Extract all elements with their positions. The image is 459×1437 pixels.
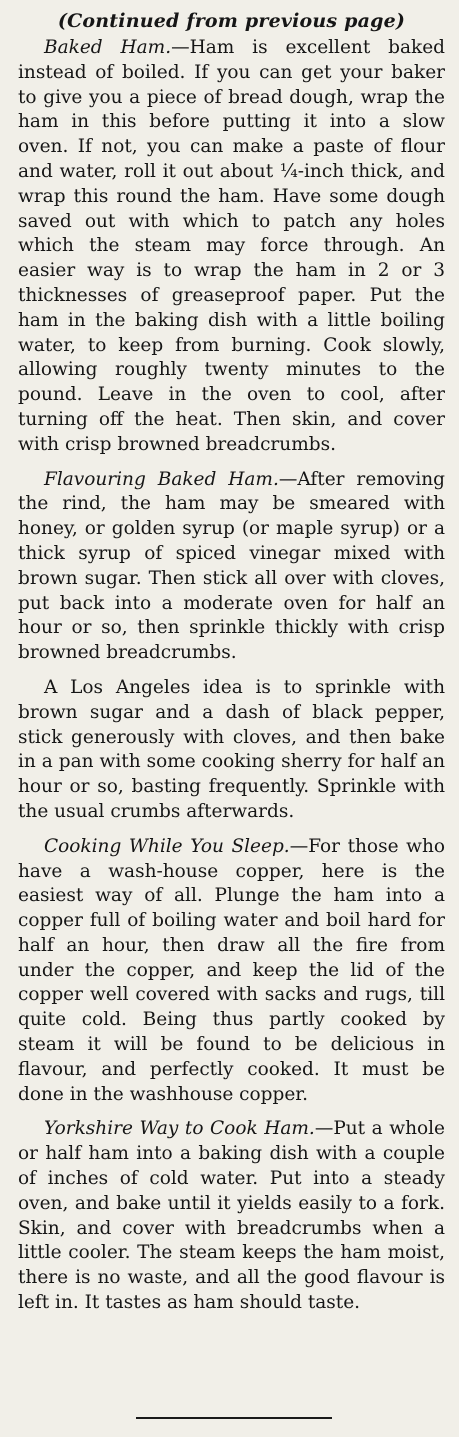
paragraph-title: Flavouring Baked Ham. <box>44 468 279 490</box>
paragraph-text: —For those who have a wash-house copper, here is the easiest way of all. Plunge the ham into a copper full of boiling water and boil hard for half an hour, then draw all the fire from under the copper, and keep the lid of the copper well covered with sacks and rugs, till quite cold. Being thus partly cooked by steam it will be found to be delicious in flavour, and perfectly cooked. It must be done in the washhouse copper. <box>18 835 445 1105</box>
paragraph-text: A Los Angeles idea is to sprinkle with brown sugar and a dash of black pepper, stick generously with cloves, and then bake in a pan with some cooking sherry for half an hour or so, basting frequently. Sprinkle with the usual crumbs afterwards. <box>18 676 445 822</box>
paragraph-text: —Ham is excellent baked instead of boiled. If you can get your baker to give you a piece of bread dough, wrap the ham in this before putting it into a slow oven. If not, you can make a paste of flour and water, roll it out about ¼-inch thick, and wrap this round the ham. Have some dough saved out with which to patch any holes which the steam may force through. An easier way is to wrap the ham in 2 or 3 thicknesses of greaseproof paper. Put the ham in the baking dish with a little boiling water, to keep from burning. Cook slowly, allowing roughly twenty minutes to the pound. Leave in the oven to cool, after turning off the heat. Then skin, and cover with crisp browned breadcrumbs. <box>18 37 446 455</box>
paragraph-title: Yorkshire Way to Cook Ham. <box>44 1118 315 1140</box>
paragraph-title: Baked Ham. <box>44 37 172 58</box>
paragraph-flavouring-baked-ham <box>18 468 445 666</box>
section-divider <box>136 1417 332 1419</box>
paragraph-baked-ham <box>18 36 445 458</box>
paragraph-text: —Put a whole or half ham into a baking dish with a couple of inches of cold water. Put into a steady oven, and bake until it yields easily to a fork. Skin, and cover with breadcrumbs when a little cooler. The steam keeps the ham moist, there is no waste, and all the good flavour is left in. It tastes as ham should taste. <box>18 1118 445 1314</box>
paragraph-title: Cooking While You Sleep. <box>44 835 290 857</box>
paragraph-text: —After removing the rind, the ham may be smeared with honey, or golden syrup (or maple syrup) or a thick syrup of spiced vinegar mixed with brown sugar. Then stick all over with cloves, put back into a moderate oven for half an hour or so, then sprinkle thickly with crisp browned breadcrumbs. <box>18 468 446 664</box>
paragraph-los-angeles-idea <box>18 676 445 825</box>
paragraph-cooking-while-you-sleep <box>18 835 445 1108</box>
paragraph-yorkshire-way <box>18 1117 445 1315</box>
continued-header: (Continued from previous page) <box>57 10 406 32</box>
